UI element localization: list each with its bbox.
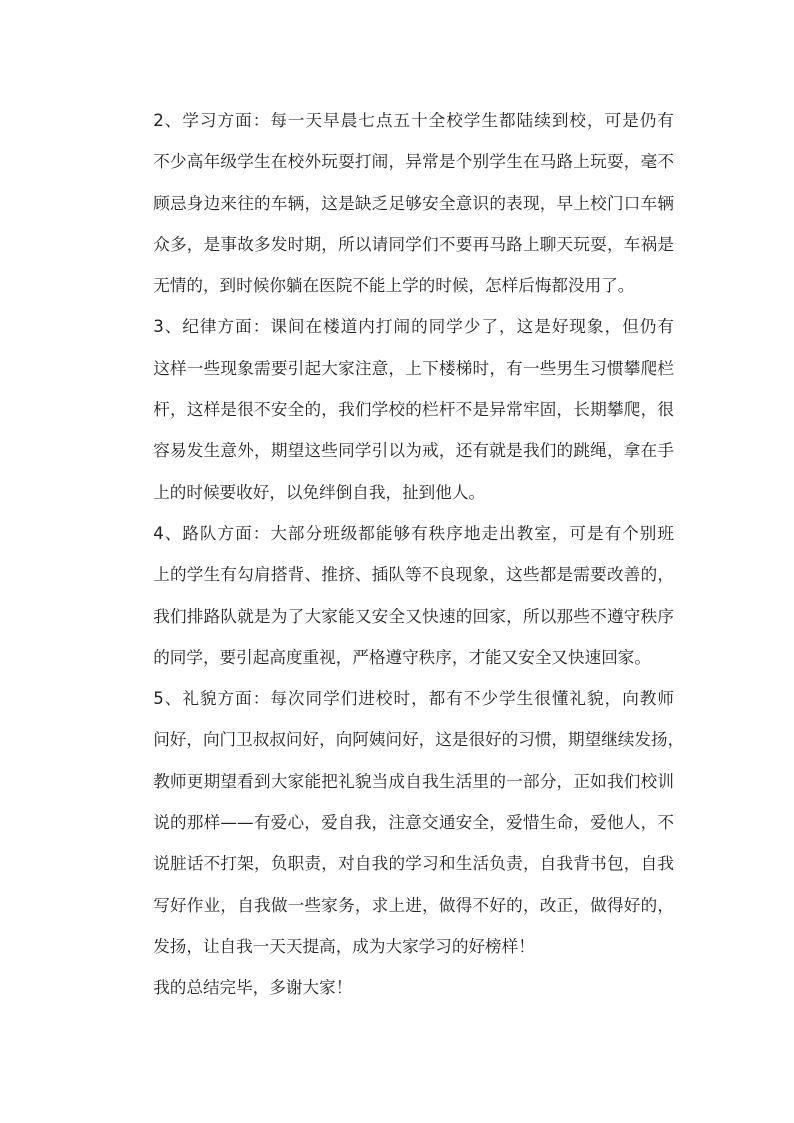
text-line: 写好作业，自我做一些家务，求上进，做得不好的，改正，做得好的，: [153, 895, 674, 915]
paragraph-queue: [120, 513, 674, 678]
text-line: 发扬，让自我一天天提高，成为大家学习的好榜样！: [153, 936, 535, 956]
text-line: 无情的，到时候你躺在医院不能上学的时候，怎样后悔都没用了。: [153, 276, 635, 296]
text-line: 我的总结完毕，多谢大家！: [153, 978, 353, 998]
text-line: 问好，向门卫叔叔问好，向阿姨问好，这是很好的习惯，期望继续发扬，: [153, 730, 685, 750]
text-line: 众多，是事故多发时期，所以请同学们不要再马路上聊天玩耍，车祸是: [153, 234, 674, 254]
text-line: 顾忌身边来往的车辆，这是缺乏足够安全意识的表现，早上校门口车辆: [153, 193, 674, 213]
text-line: 容易发生意外，期望这些同学引以为戒，还有就是我们的跳绳，拿在手: [153, 441, 674, 461]
text-line: 上的时候要收好，以免绊倒自我，扯到他人。: [153, 482, 486, 502]
text-line: 说脏话不打架，负职责，对自我的学习和生活负责，自我背书包，自我: [153, 854, 674, 874]
paragraph-manners: [120, 678, 685, 967]
text-line: 我们排路队就是为了大家能又安全又快速的回家，所以那些不遵守秩序: [153, 606, 674, 626]
paragraph-discipline: [120, 306, 674, 512]
text-line: 不少高年级学生在校外玩耍打闹，异常是个别学生在马路上玩耍，毫不: [153, 152, 674, 172]
text-line: 5、礼貌方面：每次同学们进校时，都有不少学生很懂礼貌，向教师: [153, 689, 674, 709]
text-line: 说的那样——有爱心，爱自我，注意交通安全，爱惜生命，爱他人，不: [153, 813, 674, 833]
text-line: 杆，这样是很不安全的，我们学校的栏杆不是异常牢固，长期攀爬，很: [153, 400, 674, 420]
text-line: 3、纪律方面：课间在楼道内打闹的同学少了，这是好现象，但仍有: [153, 317, 674, 337]
text-line: 的同学，要引起高度重视，严格遵守秩序，才能又安全又快速回家。: [153, 647, 651, 667]
paragraph-study: [120, 100, 674, 306]
text-line: 教师更期望看到大家能把礼貌当成自我生活里的一部分，正如我们校训: [153, 771, 674, 791]
text-line: 上的学生有勾肩搭背、推挤、插队等不良现象，这些都是需要改善的，: [153, 565, 674, 585]
paragraph-closing: [120, 967, 674, 1008]
text-line: 这样一些现象需要引起大家注意，上下楼梯时，有一些男生习惯攀爬栏: [153, 358, 674, 378]
document-body: [120, 100, 685, 1009]
text-line: 4、路队方面：大部分班级都能够有秩序地走出教室，可是有个别班: [153, 523, 674, 543]
text-line: 2、学习方面：每一天早晨七点五十全校学生都陆续到校，可是仍有: [153, 111, 674, 130]
